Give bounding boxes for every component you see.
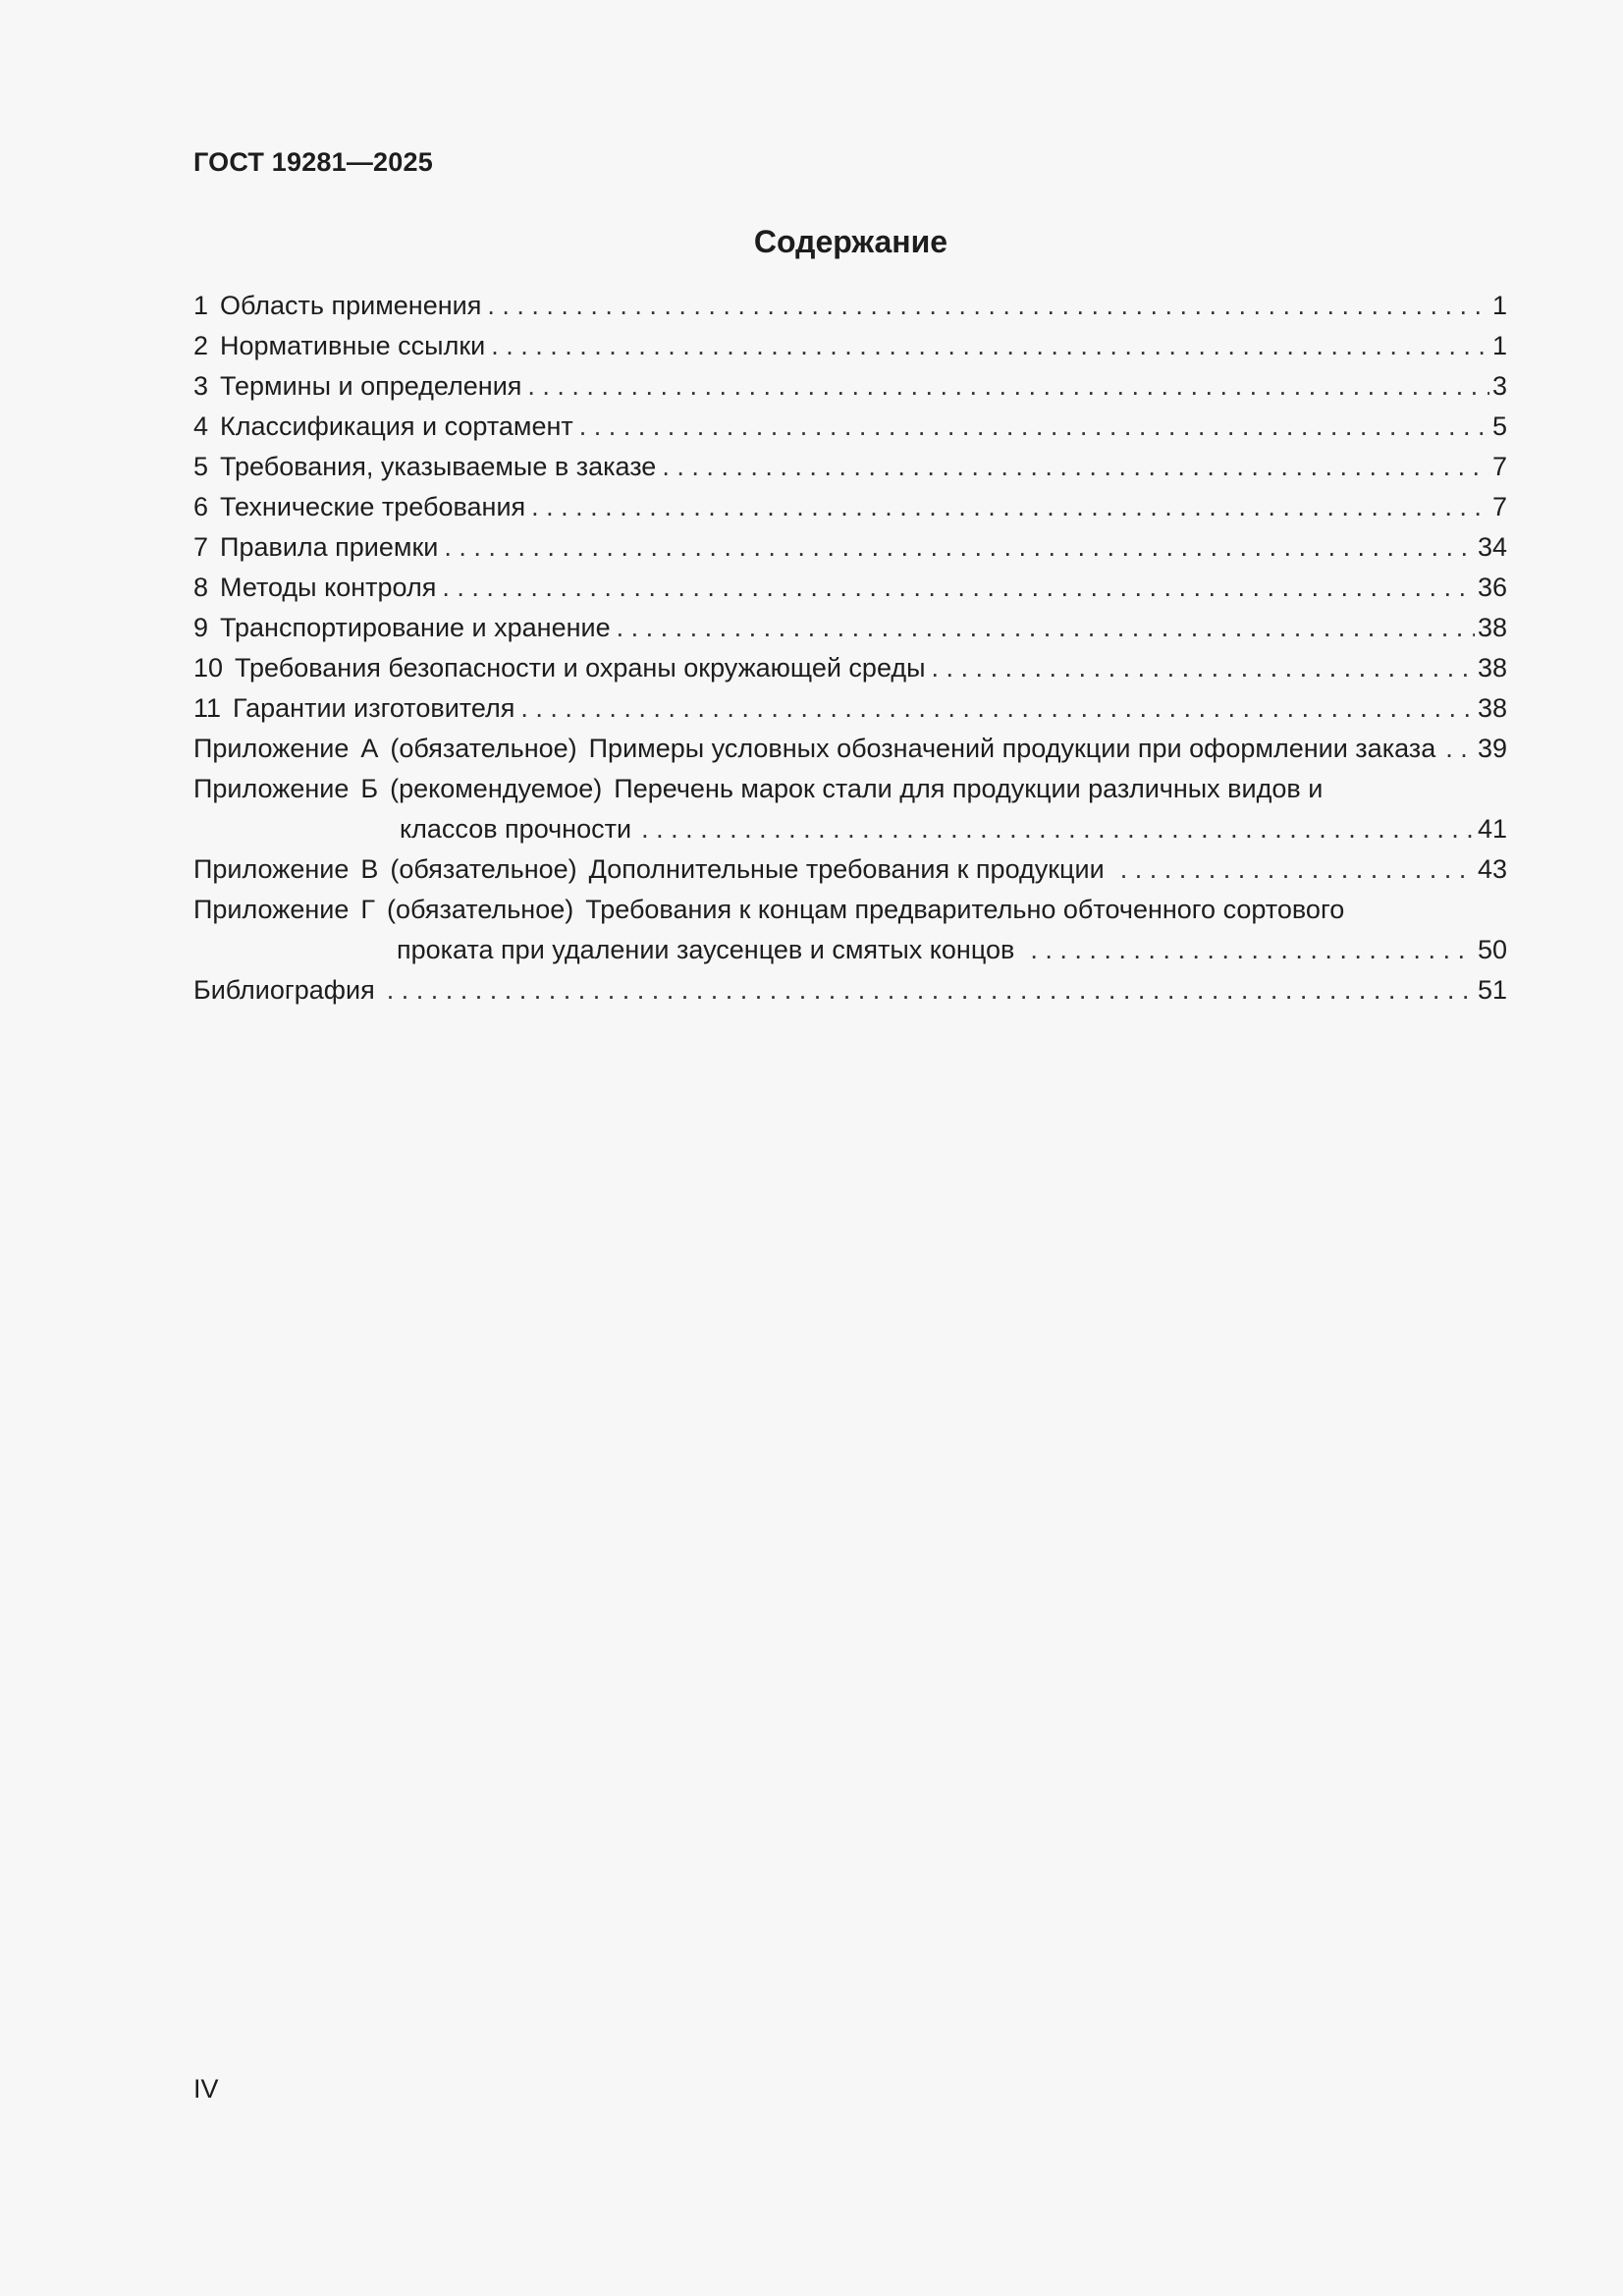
dot-leader: [617, 608, 1475, 648]
toc-entry-title: Правила приемки: [220, 532, 439, 562]
dot-leader: [531, 487, 1489, 527]
table-of-contents: [193, 286, 1507, 1011]
appendix-word: Приложение: [193, 734, 350, 763]
appendix-word: Приложение: [193, 895, 350, 924]
toc-appendix-a[interactable]: [193, 729, 1507, 769]
toc-entry-page: 3: [1491, 371, 1507, 401]
toc-entry-title: Область применения: [220, 291, 482, 320]
toc-appendix-v[interactable]: [193, 849, 1507, 890]
toc-entry-page: 7: [1491, 452, 1507, 481]
toc-entry-number: 9: [193, 613, 209, 642]
appendix-letter: А: [360, 734, 379, 763]
toc-entry-title: Нормативные ссылки: [220, 331, 486, 360]
appendix-word: Приложение: [193, 774, 350, 803]
toc-appendix-b[interactable]: [193, 769, 1507, 849]
toc-entry-3[interactable]: [193, 366, 1507, 407]
toc-entry-title: Гарантии изготовителя: [233, 693, 515, 723]
appendix-letter: Г: [360, 895, 375, 924]
appendix-status: (рекомендуемое): [390, 774, 603, 803]
appendix-status: (обязательное): [390, 854, 577, 884]
dot-leader: [442, 568, 1475, 608]
toc-entry-page: 5: [1491, 411, 1507, 441]
toc-entry-2[interactable]: [193, 326, 1507, 366]
appendix-title-continued: классов прочности: [400, 814, 632, 844]
toc-entry-title: Библиография: [193, 975, 375, 1005]
toc-entry-11[interactable]: [193, 688, 1507, 729]
dot-leader: [932, 648, 1475, 688]
toc-entry-number: 11: [193, 693, 222, 723]
appendix-status: (обязательное): [390, 734, 577, 763]
toc-entry-title: Требования, указываемые в заказе: [220, 452, 657, 481]
toc-entry-page: 50: [1477, 935, 1507, 964]
toc-entry-title: Термины и определения: [220, 371, 522, 401]
toc-entry-page: 38: [1477, 653, 1507, 683]
page-number: IV: [193, 2074, 219, 2104]
toc-entry-title: Технические требования: [220, 492, 526, 521]
toc-entry-4[interactable]: [193, 407, 1507, 447]
toc-entry-page: 41: [1477, 814, 1507, 844]
toc-entry-page: 38: [1477, 613, 1507, 642]
toc-entry-number: 4: [193, 411, 209, 441]
toc-entry-8[interactable]: [193, 568, 1507, 608]
toc-entry-number: 7: [193, 532, 209, 562]
appendix-title: Перечень марок стали для продукции различных видов и: [614, 774, 1324, 803]
toc-entry-10[interactable]: [193, 648, 1507, 688]
toc-entry-title: Требования безопасности и охраны окружающей среды: [235, 653, 926, 683]
dot-leader: [1445, 729, 1475, 769]
toc-entry-7[interactable]: [193, 527, 1507, 568]
toc-entry-page: 7: [1491, 492, 1507, 521]
toc-entry-page: 43: [1477, 854, 1507, 884]
toc-entry-page: 1: [1491, 331, 1507, 360]
dot-leader: [444, 527, 1475, 568]
toc-entry-9[interactable]: [193, 608, 1507, 648]
document-id: ГОСТ 19281—2025: [193, 147, 433, 177]
dot-leader: [579, 407, 1489, 447]
toc-entry-number: 10: [193, 653, 224, 683]
dot-leader: [387, 970, 1475, 1011]
dot-leader: [520, 688, 1475, 729]
toc-entry-number: 1: [193, 291, 209, 320]
toc-entry-page: 51: [1477, 975, 1507, 1005]
dot-leader: [1030, 930, 1475, 970]
appendix-status: (обязательное): [387, 895, 574, 924]
appendix-word: Приложение: [193, 854, 350, 884]
toc-entry-5[interactable]: [193, 447, 1507, 487]
toc-appendix-g[interactable]: [193, 890, 1507, 970]
dot-leader: [641, 809, 1475, 849]
appendix-title: Требования к концам предварительно обточенного сортового: [585, 895, 1345, 924]
toc-entry-title: Методы контроля: [220, 573, 437, 602]
dot-leader: [491, 326, 1489, 366]
toc-title: Содержание: [753, 224, 948, 259]
appendix-letter: Б: [360, 774, 379, 803]
dot-leader: [1120, 849, 1475, 890]
appendix-title: Примеры условных обозначений продукции при оформлении заказа: [588, 734, 1436, 763]
toc-entry-page: 39: [1477, 734, 1507, 763]
toc-entry-title: Классификация и сортамент: [220, 411, 573, 441]
toc-entry-page: 38: [1477, 693, 1507, 723]
toc-entry-number: 6: [193, 492, 209, 521]
toc-entry-6[interactable]: [193, 487, 1507, 527]
dot-leader: [487, 286, 1489, 326]
appendix-title: Дополнительные требования к продукции: [588, 854, 1105, 884]
toc-bibliography[interactable]: [193, 970, 1507, 1011]
toc-entry-number: 5: [193, 452, 209, 481]
toc-entry-1[interactable]: [193, 286, 1507, 326]
toc-entry-page: 1: [1491, 291, 1507, 320]
toc-entry-page: 34: [1477, 532, 1507, 562]
dot-leader: [662, 447, 1489, 487]
appendix-title-continued: проката при удалении заусенцев и смятых концов: [397, 935, 1015, 964]
toc-entry-title: Транспортирование и хранение: [220, 613, 611, 642]
dot-leader: [527, 366, 1489, 407]
toc-entry-number: 8: [193, 573, 209, 602]
toc-entry-number: 2: [193, 331, 209, 360]
toc-entry-number: 3: [193, 371, 209, 401]
toc-entry-page: 36: [1477, 573, 1507, 602]
appendix-letter: В: [360, 854, 379, 884]
